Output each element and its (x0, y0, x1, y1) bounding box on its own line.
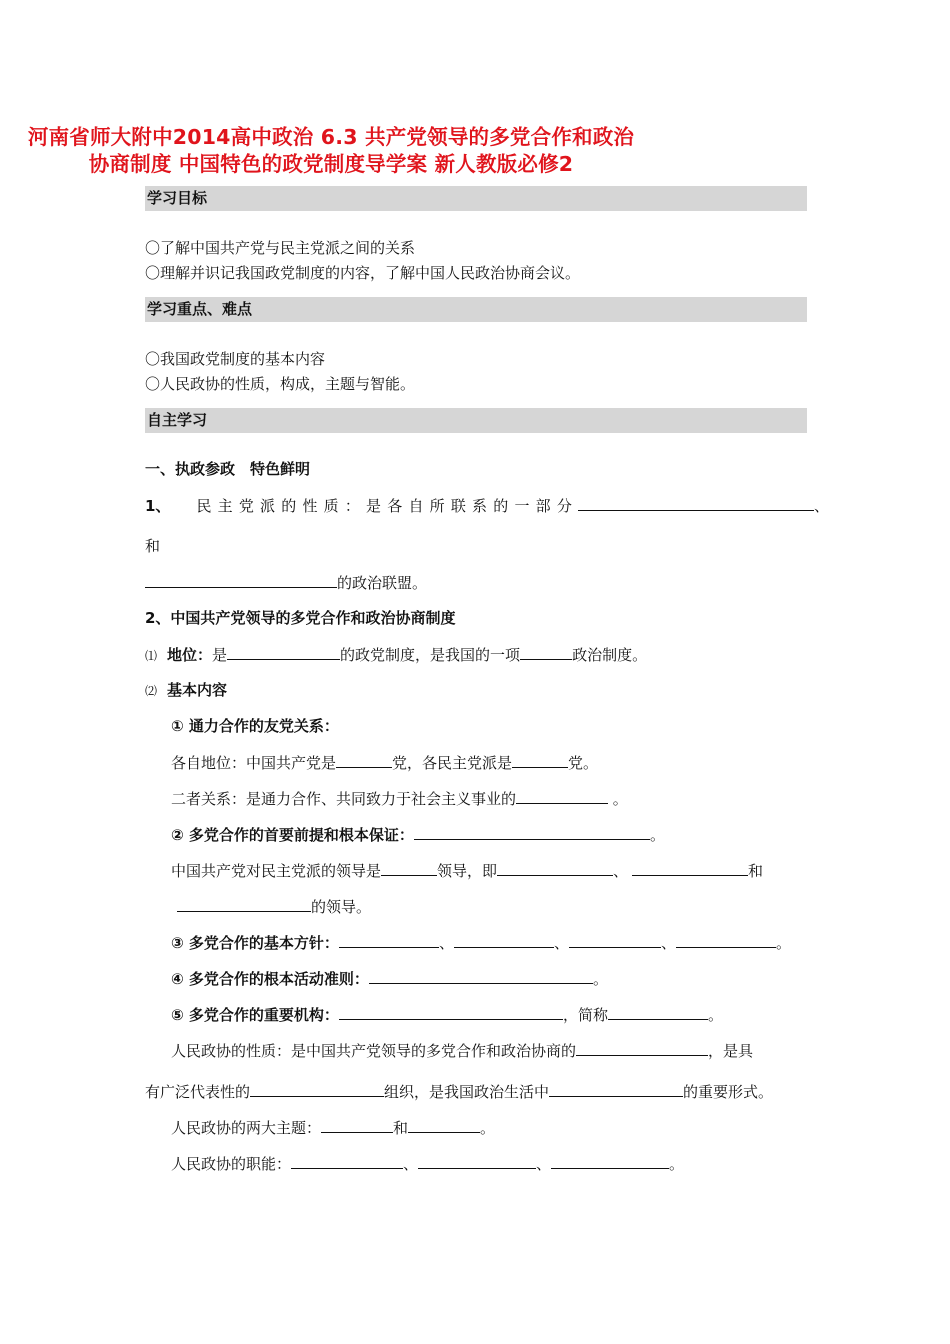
item-text: 。 (775, 934, 791, 952)
question-1-and: 和 (145, 537, 161, 555)
answer-blank[interactable] (676, 932, 776, 948)
answer-blank[interactable] (576, 1040, 708, 1056)
separator: 、 (438, 934, 454, 952)
item-text: 的重要形式。 (683, 1083, 774, 1101)
answer-blank[interactable] (578, 495, 814, 511)
question-1-line (145, 495, 829, 516)
key-item-2: 〇人民政协的性质，构成，主题与智能。 (145, 375, 416, 393)
answer-blank[interactable] (454, 932, 554, 948)
item-text: 领导，即 (437, 862, 498, 880)
item-text: 。 (707, 1006, 723, 1024)
item-text: 和 (748, 862, 764, 880)
separator: 、 (553, 934, 569, 952)
subitem-3-heading: ③ 多党合作的基本方针： (171, 934, 339, 952)
answer-blank[interactable] (381, 860, 437, 876)
key-item-1: 〇我国政党制度的基本内容 (145, 350, 326, 368)
heading-part-1: 一、执政参政 特色鲜明 (145, 460, 311, 478)
question-1-end-line (145, 572, 427, 593)
separator: 、 (536, 1155, 552, 1173)
answer-blank[interactable] (369, 968, 593, 984)
goal-item-1: 〇了解中国共产党与民主党派之间的关系 (145, 239, 416, 257)
cppcc-nature-line (171, 1040, 753, 1061)
question-1-end: 的政治联盟。 (337, 574, 428, 592)
subitem-4-line (171, 968, 608, 989)
item-text: 党，各民主党派是 (392, 754, 513, 772)
answer-blank[interactable] (339, 932, 439, 948)
answer-blank[interactable] (408, 1117, 480, 1133)
title-line-1: 河南省师大附中2014高中政治 6.3 共产党领导的多党合作和政治 (27, 125, 635, 149)
answer-blank[interactable] (520, 644, 572, 660)
subitem-5-line (171, 1004, 723, 1025)
subitem-1-status-line (171, 752, 598, 773)
answer-blank[interactable] (632, 860, 748, 876)
item-text: 是 (212, 646, 228, 664)
answer-blank[interactable] (145, 572, 337, 588)
item-text: 和 (393, 1119, 409, 1137)
answer-blank[interactable] (291, 1153, 403, 1169)
subitem-1-relation-line (171, 788, 628, 809)
answer-blank[interactable] (227, 644, 340, 660)
cppcc-themes-line (171, 1117, 495, 1138)
subitem-2-heading-line (171, 824, 665, 845)
item-text: 党。 (568, 754, 599, 772)
cppcc-functions-line (171, 1153, 684, 1174)
item-text: ，是具 (708, 1042, 754, 1060)
answer-blank[interactable] (177, 896, 311, 912)
item-text: ，简称 (562, 1006, 608, 1024)
answer-blank[interactable] (418, 1153, 536, 1169)
heading-part-2: 2、中国共产党领导的多党合作和政治协商制度 (145, 609, 456, 627)
item-text: 组织，是我国政治生活中 (384, 1083, 550, 1101)
item-text: 中国共产党对民主党派的领导是 (171, 862, 382, 880)
answer-blank[interactable] (549, 1081, 683, 1097)
answer-blank[interactable] (512, 752, 568, 768)
subitem-2-leadership-line (171, 860, 763, 881)
answer-blank[interactable] (516, 788, 608, 804)
answer-blank[interactable] (321, 1117, 393, 1133)
item-text: 政治制度。 (572, 646, 648, 664)
item-text: 有广泛代表性的 (145, 1083, 251, 1101)
subitem-2-heading: ② 多党合作的首要前提和根本保证： (171, 826, 414, 844)
item-text: 的领导。 (311, 898, 372, 916)
item-text: 。 (669, 1155, 685, 1173)
answer-blank[interactable] (339, 1004, 563, 1020)
separator: 、 (403, 1155, 419, 1173)
item-text: 的政党制度，是我国的一项 (340, 646, 521, 664)
item-number: ⑴ (145, 649, 158, 663)
question-1-number: 1、 (145, 497, 171, 515)
answer-blank[interactable] (497, 860, 613, 876)
subitem-3-line (171, 932, 791, 953)
document-title (0, 124, 667, 178)
item-text: 。 (649, 826, 665, 844)
answer-blank[interactable] (250, 1081, 384, 1097)
item-text: 。 (592, 970, 608, 988)
item-text: 人民政协的两大主题： (171, 1119, 322, 1137)
item-content-line (145, 680, 227, 701)
item-label: 地位： (167, 646, 213, 664)
item-position-line (145, 644, 647, 666)
item-text: 。 (608, 790, 628, 808)
answer-blank[interactable] (336, 752, 392, 768)
section-header-goals: 学习目标 (145, 186, 807, 211)
separator: 、 (660, 934, 676, 952)
subitem-2-leadership-end (177, 896, 371, 917)
item-label: 基本内容 (167, 681, 228, 699)
answer-blank[interactable] (551, 1153, 669, 1169)
item-text: 各自地位：中国共产党是 (171, 754, 337, 772)
cppcc-nature-cont-line (145, 1081, 773, 1102)
item-text: 、 (613, 862, 629, 880)
item-number: ⑵ (145, 684, 158, 698)
question-1-text: 民主党派的性质：是各自所联系的一部分 (196, 497, 579, 515)
item-text: 人民政协的性质：是中国共产党领导的多党合作和政治协商的 (171, 1042, 577, 1060)
item-text: 二者关系：是通力合作、共同致力于社会主义事业的 (171, 790, 517, 808)
separator: 、 (814, 497, 830, 515)
item-text: 。 (480, 1119, 496, 1137)
answer-blank[interactable] (414, 824, 650, 840)
title-line-2: 协商制度 中国特色的政党制度导学案 新人教版必修2 (88, 152, 574, 176)
section-header-self-study: 自主学习 (145, 408, 807, 433)
answer-blank[interactable] (608, 1004, 708, 1020)
subitem-5-heading: ⑤ 多党合作的重要机构： (171, 1006, 339, 1024)
subitem-4-heading: ④ 多党合作的根本活动准则： (171, 970, 369, 988)
item-text: 人民政协的职能： (171, 1155, 292, 1173)
goal-item-2: 〇理解并识记我国政党制度的内容，了解中国人民政治协商会议。 (145, 264, 581, 282)
answer-blank[interactable] (569, 932, 661, 948)
section-header-key-points: 学习重点、难点 (145, 297, 807, 322)
subitem-1-heading: ① 通力合作的友党关系： (171, 717, 339, 735)
